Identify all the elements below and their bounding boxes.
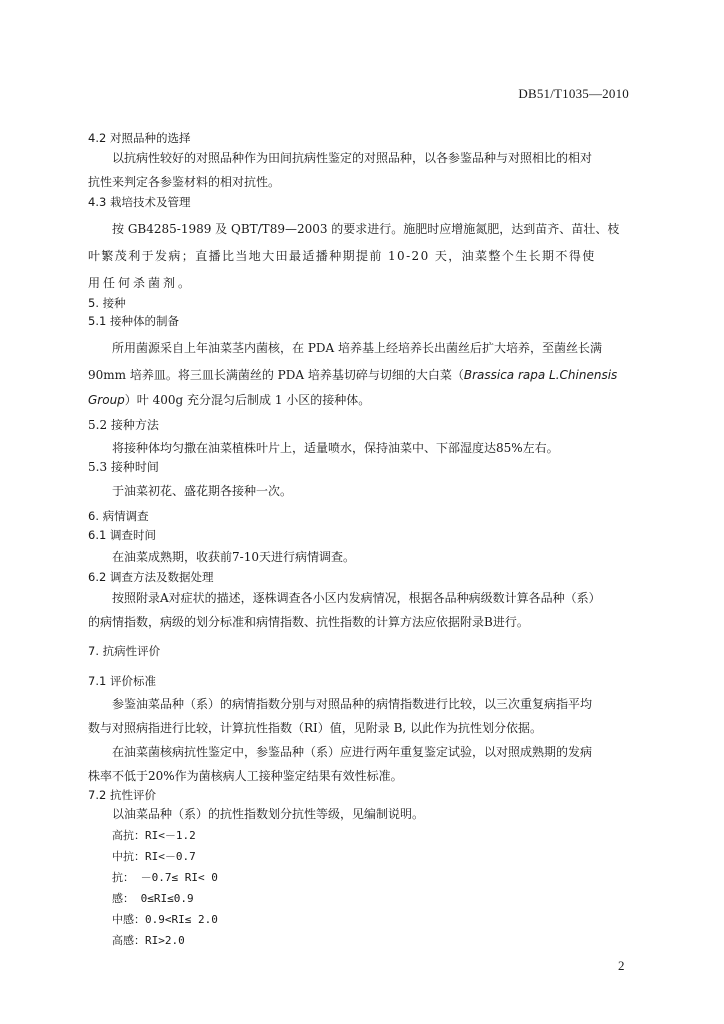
section-heading-5-3: 5.3 接种时间 bbox=[88, 460, 159, 474]
section-heading-6-2: 6.2 调查方法及数据处理 bbox=[88, 570, 214, 584]
document-code: DB51/T1035—2010 bbox=[518, 86, 629, 101]
resistance-level: 感： 0≤RI≤0.9 bbox=[112, 892, 194, 905]
paragraph-text: 90mm 培养皿。将三皿长满菌丝的 PDA 培养基切碎与切细的大白菜（ bbox=[88, 368, 464, 382]
paragraph-line: 抗性来判定各参鉴材料的相对抗性。 bbox=[88, 175, 281, 189]
page-number: 2 bbox=[618, 958, 625, 973]
species-name: Brassica rapa L.Chinensis bbox=[463, 368, 618, 382]
paragraph-line bbox=[88, 393, 628, 408]
paragraph-line: 将接种体均匀撒在油菜植株叶片上，适量喷水，保持油菜中、下部湿度达85%左右。 bbox=[112, 441, 559, 455]
resistance-level: 高抗：RI<－1.2 bbox=[112, 829, 196, 842]
section-heading-5-1: 5.1 接种体的制备 bbox=[88, 314, 179, 328]
section-heading-5-2: 5.2 接种方法 bbox=[88, 418, 159, 432]
paragraph-line: 以抗病性较好的对照品种作为田间抗病性鉴定的对照品种，以各参鉴品种与对照相比的相对 bbox=[112, 151, 593, 165]
section-heading-7-2: 7.2 抗性评价 bbox=[88, 788, 156, 802]
resistance-level: 中抗：RI<－0.7 bbox=[112, 850, 196, 863]
paragraph-line: 在油菜成熟期，收获前7-10天进行病情调查。 bbox=[112, 550, 355, 564]
paragraph-line bbox=[88, 368, 628, 383]
paragraph-line: 的病情指数，病级的划分标准和病情指数、抗性指数的计算方法应依据附录B进行。 bbox=[88, 615, 529, 629]
paragraph-line: 于油菜初花、盛花期各接种一次。 bbox=[112, 484, 293, 498]
resistance-level: 中感：0.9<RI≤ 2.0 bbox=[112, 913, 218, 926]
section-heading-4-2: 4.2 对照品种的选择 bbox=[88, 131, 191, 145]
section-heading-6-1: 6.1 调查时间 bbox=[88, 528, 156, 542]
paragraph-line: 用任何杀菌剂。 bbox=[88, 276, 194, 290]
paragraph-text: ）叶 400g 充分混匀后制成 1 小区的接种体。 bbox=[124, 393, 371, 407]
section-heading-7: 7. 抗病性评价 bbox=[88, 644, 161, 658]
paragraph-line: 在油菜菌核病抗性鉴定中，参鉴品种（系）应进行两年重复鉴定试验，以对照成熟期的发病 bbox=[112, 745, 593, 759]
paragraph-line: 参鉴油菜品种（系）的病情指数分别与对照品种的病情指数进行比较，以三次重复病指平均 bbox=[112, 697, 593, 711]
resistance-level: 抗： －0.7≤ RI< 0 bbox=[112, 871, 218, 884]
document-body bbox=[88, 126, 628, 948]
section-heading-5: 5. 接种 bbox=[88, 296, 126, 310]
section-heading-7-1: 7.1 评价标准 bbox=[88, 674, 156, 688]
resistance-level: 高感：RI>2.0 bbox=[112, 934, 185, 947]
paragraph-line: 所用菌源采自上年油菜茎内菌核，在 PDA 培养基上经培养长出菌丝后扩大培养，至菌丝长满 bbox=[112, 341, 602, 355]
paragraph-line: 数与对照病指进行比较，计算抗性指数（RI）值，见附录 B, 以此作为抗性划分依据。 bbox=[88, 721, 543, 735]
paragraph-line: 以油菜品种（系）的抗性指数划分抗性等级，见编制说明。 bbox=[112, 807, 425, 821]
section-heading-6: 6. 病情调查 bbox=[88, 509, 149, 523]
section-heading-4-3: 4.3 栽培技术及管理 bbox=[88, 195, 191, 209]
paragraph-line: 按 GB4285-1989 及 QBT/T89—2003 的要求进行。施肥时应增施氮肥，达到苗齐、苗壮、枝 bbox=[112, 222, 620, 236]
species-name: Group bbox=[88, 393, 125, 407]
paragraph-line: 叶繁茂利于发病；直播比当地大田最适播种期提前 10-20 天，油菜整个生长期不得使 bbox=[88, 249, 596, 263]
paragraph-line: 株率不低于20%作为菌核病人工接种鉴定结果有效性标准。 bbox=[88, 769, 403, 783]
paragraph-line: 按照附录A对症状的描述，逐株调查各小区内发病情况，根据各品种病级数计算各品种（系） bbox=[112, 591, 601, 605]
